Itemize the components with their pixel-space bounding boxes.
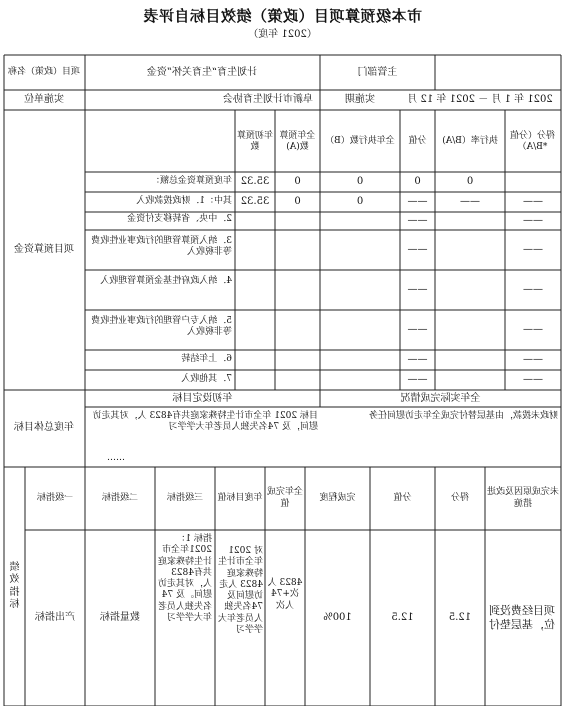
perf-level3: 指标 1：2021年全市计生特殊家庭共有4823人，对其走访慰问。及 74名失独人员老年大学学习 (157, 534, 212, 623)
page-title: 市本级预算项目（政策）绩效目标自评表 (143, 6, 423, 25)
budget-cell: —— (523, 195, 543, 207)
budget-row-label: 7．其他收入 (181, 374, 232, 384)
perf-header-degree: 完成程度 (319, 492, 356, 503)
budget-section-label: 项目预算资金 (14, 243, 74, 255)
perf-header-target: 年度目标值 (217, 492, 263, 503)
budget-row-label: 4．纳入政府性基金预算管理收入 (100, 276, 232, 286)
goals-ellipsis: …… (107, 453, 125, 463)
perf-header-reason: 未完成原因及改进措施 (487, 487, 560, 509)
perf-section-label: 绩效指标 (9, 561, 20, 610)
budget-cell: 0 (414, 175, 421, 187)
budget-cell: —— (407, 323, 428, 335)
unit-value: 阜新市计划生育协会 (223, 94, 313, 105)
budget-cell: —— (407, 353, 428, 365)
budget-header-score-value: 分值 (408, 136, 427, 147)
budget-cell: 0 (294, 175, 301, 187)
budget-cell: 0 (466, 175, 474, 187)
perf-reason: 项目经费没到位，基层垫付 (489, 604, 555, 631)
year-subtitle: （2021 年度） (248, 28, 317, 40)
budget-cell: —— (407, 243, 428, 255)
perf-header-score: 得分 (451, 492, 470, 503)
goals-plan-header: 年初设定目标 (172, 392, 233, 404)
goals-section-label: 年度总体目标 (14, 422, 74, 434)
budget-cell: —— (407, 214, 428, 226)
period-label: 实施期 (345, 94, 375, 106)
budget-cell: 0 (356, 175, 364, 187)
perf-actual: 4823 人次+74 人次 (267, 578, 303, 611)
perf-header-actual: 全年完成值 (267, 487, 304, 509)
budget-row-label: 年度预算资金总额： (150, 176, 232, 186)
budget-row-label: 6．上年结转 (181, 354, 232, 364)
perf-header-level2: 二级指标 (102, 492, 139, 503)
budget-header-annual: 全年预算数(A) (279, 130, 316, 152)
budget-cell: —— (523, 353, 543, 365)
budget-cell: 0 (294, 195, 301, 207)
perf-score-value: 12.5 (391, 611, 414, 623)
goals-plan-text: 目标 2021 年全市计生特殊家庭共有4823 人，对其走访慰问，及 74名失独人员老年大学学习 (92, 411, 318, 433)
perf-header-score-value: 分值 (393, 492, 412, 503)
budget-cell: —— (523, 373, 543, 385)
budget-cell: 35.32 (240, 175, 270, 187)
perf-level1: 产出指标 (35, 611, 75, 623)
project-name-label: 项目（政策）名称 (8, 67, 81, 78)
budget-header-executed: 全年执行数（B） (325, 136, 395, 147)
perf-header-level1: 一级指标 (37, 492, 74, 503)
budget-cell: —— (407, 195, 428, 207)
budget-cell: —— (407, 283, 428, 295)
budget-row-label: 2．中央、省转移支付资金 (127, 214, 232, 224)
perf-level2: 数量指标 (100, 611, 140, 623)
budget-cell: 35.32 (240, 195, 270, 207)
dept-label: 主管部门 (357, 66, 398, 78)
perf-target: 对 2021 年全市计生特殊家庭 4823 人走访慰问及 74名失独人员老年大学学习 (217, 546, 263, 635)
period-value: 2021 年 1 月 － 2021 年 12 月 (407, 94, 553, 106)
goals-actual-text: 财政未拨款，由基层替付完成全年走访慰问任务 (368, 411, 558, 421)
budget-cell: —— (523, 283, 543, 295)
budget-cell: —— (523, 243, 543, 255)
perf-degree: 100% (323, 611, 352, 623)
budget-cell: —— (523, 214, 543, 226)
budget-cell: —— (407, 373, 428, 385)
budget-row-label: 5．纳入专户管理的行政事业性收费等非税收入 (91, 316, 232, 338)
goals-actual-header: 全年实际完成情况 (400, 392, 481, 404)
budget-header-exec-rate: 执行率（B/A) (442, 136, 498, 147)
budget-row-label: 其中：1．财政拨款收入 (136, 196, 232, 206)
unit-label: 实施单位 (24, 94, 64, 106)
budget-cell: —— (523, 323, 543, 335)
budget-cell: —— (460, 195, 480, 207)
budget-cell: 0 (356, 195, 364, 207)
perf-header-level3: 三级指标 (167, 492, 204, 503)
budget-row-label: 3．纳入预算管理的行政事业性收费等非税收入 (91, 236, 232, 258)
project-name-value: 计划生育“生育关怀”资金 (146, 66, 258, 78)
budget-header-initial: 年初预算数 (237, 130, 274, 152)
budget-header-score: 得分（分值*B/A） (510, 130, 556, 152)
perf-score: 12.5 (448, 611, 472, 623)
dept-value (436, 56, 560, 90)
